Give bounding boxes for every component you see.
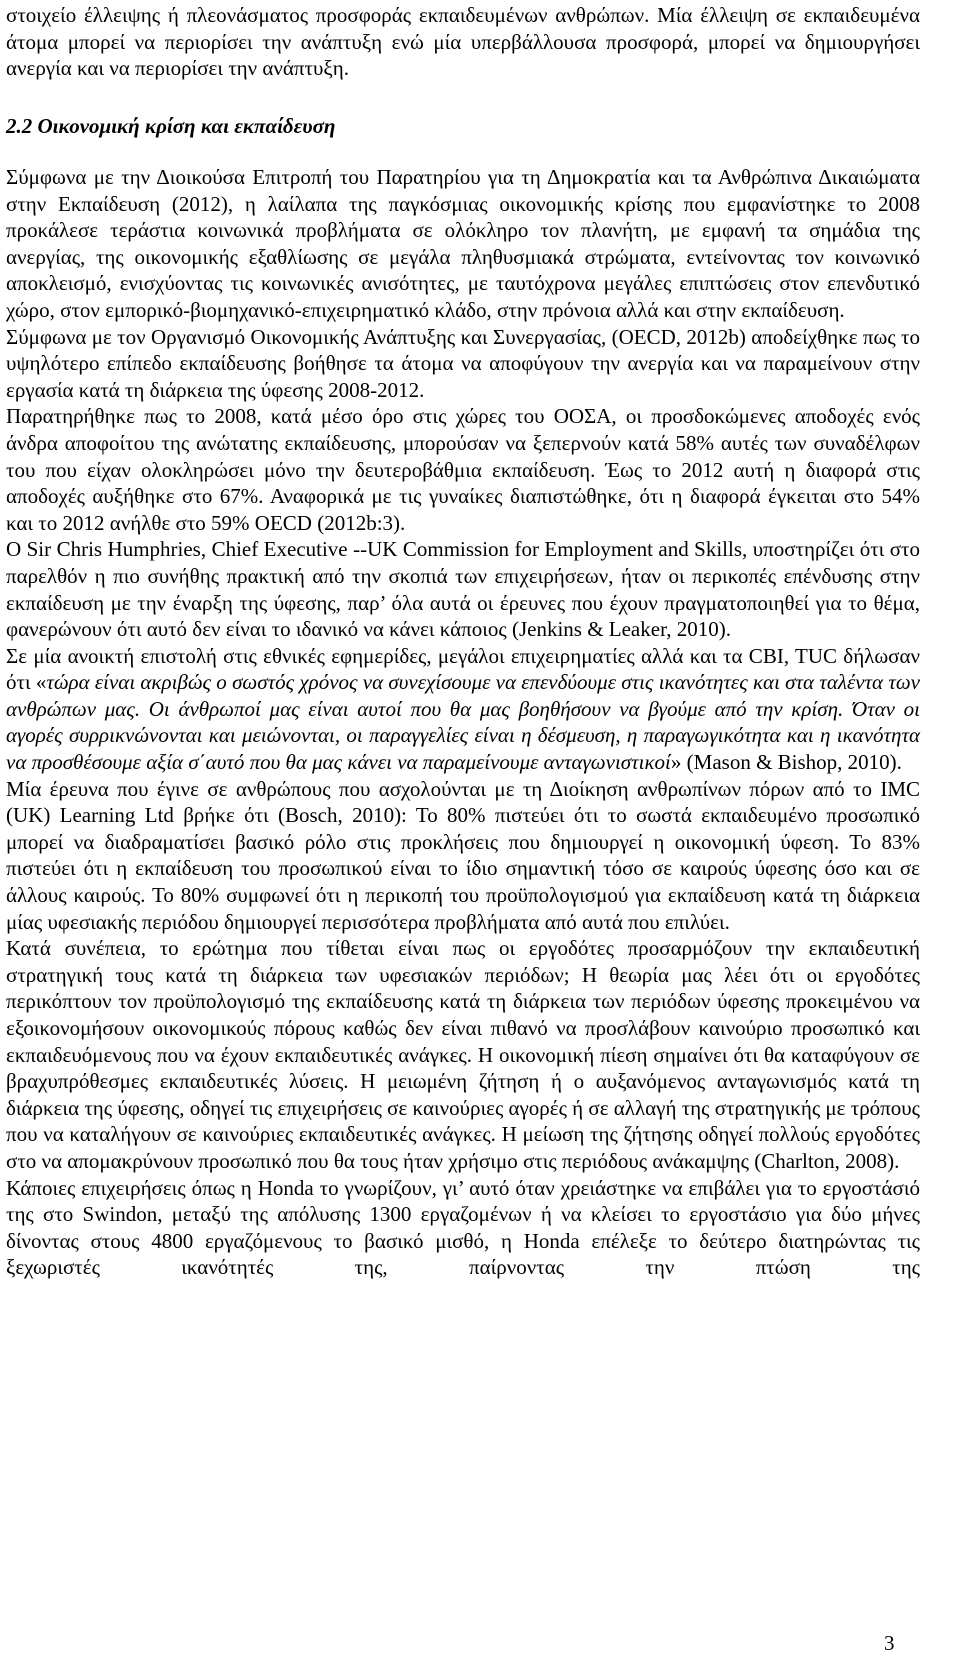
body-block — [6, 164, 920, 1281]
paragraph-honda: Κάποιες επιχειρήσεις όπως η Honda το γνωρίζουν, γι’ αυτό όταν χρειάστηκε να επιβάλει για το εργοστάσιό της στο Swindon, μεταξύ της απόλυσης 1300 εργαζομένων ή να κλείσει το εργοστάσιο για δύο μήνες δίνοντας στους 4800 εργαζόμενους το βασικό μισθό, η Honda επέλεξε το δεύτερο διατηρώντας τις ξεχωριστές ικανότητές της, παίρνοντας την πτώση της — [6, 1175, 920, 1280]
open-letter-quote: τώρα είναι ακριβώς ο σωστός χρόνος να συνεχίσουμε να επενδύουμε στις ικανότητες και στα ταλέντα των ανθρώπων μας. Οι άνθρωποί μας είναι αυτοί που θα μας βοηθήσουν να βγούμε από την κρίση. Όταν οι αγορές συρρικνώνονται και μειώνονται, οι παραγγελίες είναι η δέσμευση, η παραγωγικότητα και η ικανότητα να προσθέσουμε αξία σ΄αυτό που θα μας κάνει να παραμείνουμε ανταγωνιστικοί — [6, 670, 920, 775]
section-heading-block — [6, 113, 920, 140]
open-letter-citation: » (Mason & Bishop, 2010). — [670, 750, 902, 775]
paragraph-observatory: Σύμφωνα με την Διοικούσα Επιτροπή του Παρατηρίου για τη Δημοκρατία και τα Ανθρώπινα Δικαιώματα στην Εκπαίδευση (2012), η λαίλαπα της παγκόσμιας οικονομικής κρίσης που εμφανίστηκε το 2008 προκάλεσε τεράστια κοινωνικά προβλήματα σε ολόκληρο τον πλανήτη, με εμφανή τα σημάδια της ανεργίας, της οικονομικής εξαθλίωσης σε μεγάλα πληθυσμιακά στρώματα, εντείνοντας τον κοινωνικό αποκλεισμό, ενισχύοντας τις κοινωνικές ανισότητες, με ταυτόχρονα μεγάλες επιπτώσεις στον επενδυτικό χώρο, στον εμπορικό-βιομηχανικό-επιχειρηματικό κλάδο, στην πρόνοια αλλά και στην εκπαίδευση. — [6, 165, 920, 322]
intro-block — [6, 2, 920, 82]
section-heading: 2.2 Οικονομική κρίση και εκπαίδευση — [6, 114, 336, 138]
open-letter-lead: Σε μία ανοικτή επιστολή στις εθνικές εφημερίδες, μεγάλοι επιχειρηματίες αλλά και τα CBI, TUC δήλωσαν ότι « — [6, 643, 920, 695]
paragraph-open-letter — [6, 643, 920, 776]
paragraph-imc-survey: Μία έρευνα που έγινε σε ανθρώπους που ασχολούνται με τη Διοίκηση ανθρωπίνων πόρων από το IMC (UK) Learning Ltd βρήκε ότι (Bosch, 2010): Το 80% πιστεύει ότι το σωστά εκπαιδευμένο προσωπικό μπορεί να διαδραματίσει βασικό ρόλο στις προκλήσεις που δημιουργεί η οικονομική ύφεση. Το 83% πιστεύει ότι η εκπαίδευση του προσωπικού είναι το ίδιο σημαντική τόσο σε καιρούς ύφεσης όσο και σε άλλους καιρούς. Το 80% συμφωνεί ότι η περικοπή του προϋπολογισμού για εκπαίδευση κατά τη διάρκεια μίας υφεσιακής περιόδου δημιουργεί περισσότερα προβλήματα από αυτά που επιλύει. — [6, 776, 920, 934]
paragraph-earnings: Παρατηρήθηκε πως το 2008, κατά μέσο όρο στις χώρες του ΟΟΣΑ, οι προσδοκώμενες αποδοχές ενός άνδρα αποφοίτου της ανώτατης εκπαίδευσης, μπορούσαν να ξεπερνούν κατά 58% αυτές των συναδέλφων του που είχαν ολοκληρώσει μόνο την δευτεροβάθμια εκπαίδευση. Έως το 2012 αυτή η διαφορά στις αποδοχές αυξήθηκε στο 67%. Αναφορικά με τις γυναίκες διαπιστώθηκε, ότι η διαφορά έγκειται στο 54% και το 2012 ανήλθε στο 59% OECD (2012b:3). — [6, 404, 920, 535]
page-number: 3 — [884, 1631, 895, 1655]
paragraph-employers-strategy: Κατά συνέπεια, το ερώτημα που τίθεται είναι πως οι εργοδότες προσαρμόζουν την εκπαιδευτική στρατηγική τους κατά τη διάρκεια των υφεσιακών περιόδων; Η θεωρία μας λέει ότι οι εργοδότες περικόπτουν τον προϋπολογισμό της εκπαίδευσης κατά τη διάρκεια των περιόδων ύφεσης προκειμένου να εξοικονομήσουν οικονομικούς πόρους καθώς δεν είναι πιθανό να προσλάβουν καινούριο προσωπικό και εκπαιδευόμενους που να έχουν εκπαιδευτικές ανάγκες. Η οικονομική πίεση σημαίνει ότι θα καταφύγουν σε βραχυπρόθεσμες εκπαιδευτικές λύσεις. Η μειωμένη ζήτηση ή ο αυξανόμενος ανταγωνισμός κατά τη διάρκεια της ύφεσης, οδηγεί τις επιχειρήσεις σε καινούριες αγορές ή σε αλλαγή της στρατηγικής με τρόπους που να καταλήγουν σε καινούριες εκπαιδευτικές ανάγκες. Η μείωση της ζήτησης οδηγεί πολλούς εργοδότες στο να απομακρύνουν προσωπικό που θα τους ήταν χρήσιμο στις περιόδους ανάκαμψης (Charlton, 2008). — [6, 936, 920, 1173]
paragraph-oecd: Σύμφωνα με τον Οργανισμό Οικονομικής Ανάπτυξης και Συνεργασίας, (OECD, 2012b) αποδείχθηκε πως το υψηλότερο επίπεδο εκπαίδευσης βοήθησε τα άτομα να αποφύγουν την ανεργία και να παραμείνουν στην εργασία κατά τη διάρκεια της ύφεσης 2008-2012. — [6, 324, 920, 402]
paragraph-humphries: O Sir Chris Humphries, Chief Executive --UK Commission for Employment and Skills, υποστηρίζει ότι στο παρελθόν η πιο συνήθης πρακτική από την σκοπιά των επιχειρήσεων, ήταν οι περικοπές επένδυσης στην εκπαίδευση με την έναρξη της ύφεσης, παρ’ όλα αυτά οι έρευνες που έχουν πραγματοποιηθεί για το θέμα, φανερώνουν ότι αυτό δεν είναι το ιδανικό να κάνει κάποιος (Jenkins & Leaker, 2010). — [6, 537, 920, 642]
intro-paragraph: στοιχείο έλλειψης ή πλεονάσματος προσφοράς εκπαιδευμένων ανθρώπων. Μία έλλειψη σε εκπαιδευμένα άτομα μπορεί να περιορίσει την ανάπτυξη ενώ μία υπερβάλλουσα προσφορά, μπορεί να δημιουργήσει ανεργία και να περιορίσει την ανάπτυξη. — [6, 3, 920, 81]
